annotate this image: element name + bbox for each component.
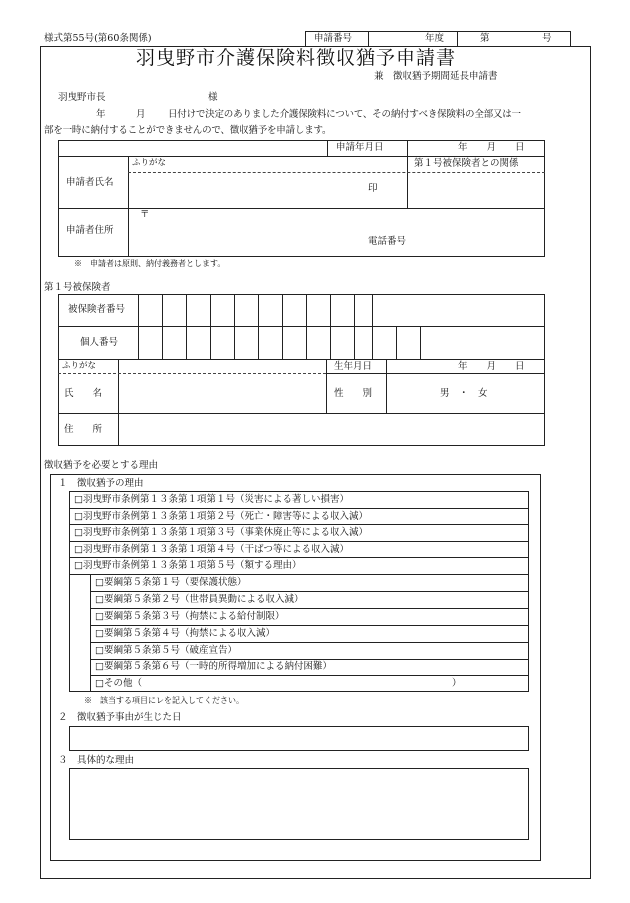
reason-option-5[interactable]: □羽曳野市条例第１３条第１項第５号（類する理由） <box>74 560 302 571</box>
go-label: 号 <box>542 33 552 44</box>
postal-mark: 〒 <box>140 209 150 220</box>
birth-date-field[interactable]: 年 月 日 <box>458 361 525 372</box>
phone-label: 電話番号 <box>368 236 407 247</box>
intro-line2: 部を一時に納付することができませんので、徴収猶予を申請します。 <box>44 125 332 136</box>
birth-date-label: 生年月日 <box>334 361 373 372</box>
reasons-section-title: 徴収猶予を必要とする理由 <box>44 460 159 471</box>
insured-address-label: 住 所 <box>64 424 103 435</box>
individual-number-label: 個人番号 <box>80 337 119 348</box>
applicant-name-label: 申請者氏名 <box>66 177 114 188</box>
reason-option-1[interactable]: □羽曳野市条例第１３条第１項第１号（災害による著しい損害） <box>74 494 349 505</box>
reason-subsection-1: １ 徴収猶予の理由 <box>58 478 144 489</box>
sub-option-4[interactable]: □要綱第５条第４号（拘禁による収入減） <box>95 628 275 639</box>
application-date-label: 申請年月日 <box>336 142 384 153</box>
addressee: 羽曳野市長 <box>58 92 106 103</box>
sub-option-3[interactable]: □要綱第５条第３号（拘禁による給付制限） <box>95 611 285 622</box>
insured-name-label: 氏 名 <box>64 388 103 399</box>
year-label: 年度 <box>425 33 445 44</box>
gender-label: 性 別 <box>334 388 373 399</box>
insured-number-label: 被保険者番号 <box>68 304 126 315</box>
gender-options[interactable]: 男 ・ 女 <box>440 388 488 399</box>
reason-option-2[interactable]: □羽曳野市条例第１３条第１項第２号（死亡・障害等による収入減） <box>74 511 368 522</box>
form-number: 様式第55号(第60条関係) <box>44 33 152 44</box>
applicant-furigana-label: ふりがな <box>132 158 167 168</box>
sub-option-5[interactable]: □要綱第５条第５号（破産宣告） <box>95 645 237 656</box>
sub-option-6[interactable]: □要綱第５条第６号（一時的所得増加による納付困難） <box>95 661 332 672</box>
applicant-address-label: 申請者住所 <box>66 225 114 236</box>
intro-month: 月 <box>136 109 146 120</box>
specific-reason-field[interactable] <box>69 768 529 840</box>
reason-subsection-2: ２ 徴収猶予事由が生じた日 <box>58 712 182 723</box>
occurrence-date-field[interactable] <box>69 726 529 751</box>
reason-note: ※ 該当する項目にレを記入してください。 <box>84 696 244 705</box>
sub-option-2[interactable]: □要綱第５条第２号（世帯員異動による収入減） <box>95 594 304 605</box>
sub-option-other[interactable]: □その他（ <box>95 678 142 689</box>
application-date-field[interactable]: 年 月 日 <box>458 142 525 153</box>
sub-option-1[interactable]: □要綱第５条第１号（要保護状態） <box>95 577 247 588</box>
other-close-paren: ） <box>452 678 462 689</box>
applicant-note: ※ 申請者は原則、納付義務者とします。 <box>74 259 226 268</box>
reason-option-3[interactable]: □羽曳野市条例第１３条第１項第３号（事業休廃止等による収入減） <box>74 527 368 538</box>
intro-line1: 日付けで決定のありました介護保険料について、その納付すべき保険料の全部又は一 <box>168 109 521 120</box>
application-number-label: 申請番号 <box>314 33 353 44</box>
form-subtitle: 兼 徴収猶予期間延長申請書 <box>374 71 498 82</box>
relation-label: 第１号被保険者との関係 <box>414 158 519 169</box>
form-title: 羽曳野市介護保険料徴収猶予申請書 <box>136 47 457 69</box>
reason-option-4[interactable]: □羽曳野市条例第１３条第１項第４号（干ばつ等による収入減） <box>74 544 349 555</box>
seal-mark: 印 <box>368 183 378 194</box>
insured-furigana-label: ふりがな <box>62 361 97 371</box>
reason-subsection-3: ３ 具体的な理由 <box>58 755 135 766</box>
dai-label: 第 <box>480 33 490 44</box>
addressee-sama: 様 <box>208 92 218 103</box>
intro-year: 年 <box>96 109 106 120</box>
insured-section-title: 第１号被保険者 <box>44 282 111 293</box>
